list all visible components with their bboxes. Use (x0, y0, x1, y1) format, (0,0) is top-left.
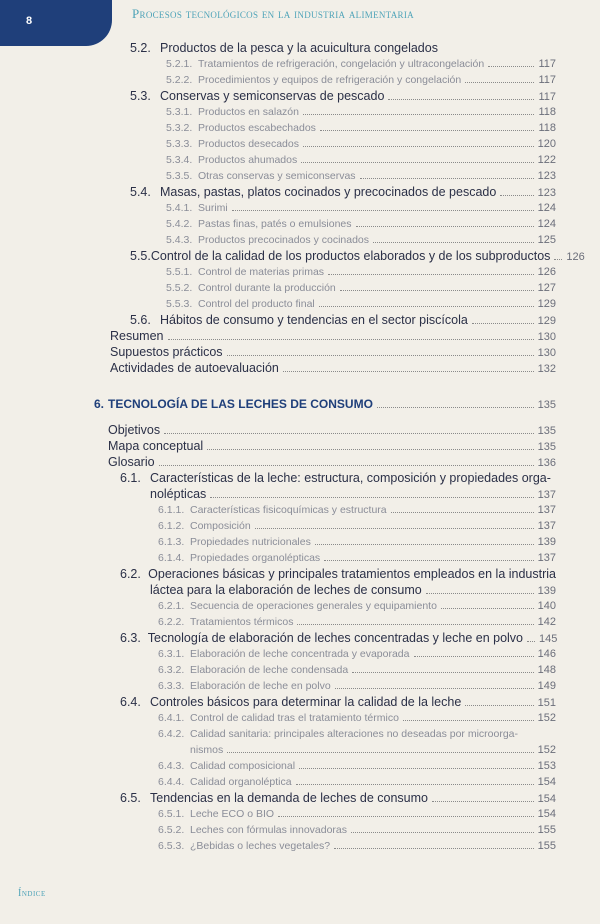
toc-page-number: 146 (537, 648, 556, 660)
toc-page-number: 152 (537, 712, 556, 724)
toc-entry[interactable] (120, 470, 556, 486)
toc-entry-number: 6.4. (120, 695, 141, 709)
toc-entry-number: 5.2.1. (166, 58, 193, 70)
toc-entry-number: 6.5.2. (158, 824, 185, 836)
toc-page-number: 149 (537, 680, 556, 692)
toc-entry[interactable] (166, 120, 556, 136)
toc-leader-dots (168, 339, 534, 340)
toc-page-number: 132 (537, 363, 556, 375)
toc-entry[interactable] (166, 152, 556, 168)
toc-entry-number: 6.2. (120, 567, 141, 581)
toc-entry-number: 5.6. (130, 313, 151, 327)
toc-entry[interactable] (158, 534, 556, 550)
toc-entry[interactable] (110, 328, 556, 344)
toc-entry-title: Productos precocinados y cocinados (198, 234, 370, 246)
toc-entry-number: 6.3.1. (158, 648, 185, 660)
toc-entry-title: Tendencias en la demanda de leches de consumo (150, 791, 428, 805)
toc-entry-title: Tratamientos térmicos (190, 616, 294, 628)
toc-page-number: 148 (537, 664, 556, 676)
toc-entry[interactable] (158, 822, 556, 838)
toc-leader-dots (488, 66, 534, 67)
toc-entry-title: Resumen (110, 329, 164, 343)
toc-leader-dots (159, 465, 534, 466)
toc-entry[interactable] (166, 216, 556, 232)
toc-leader-dots (432, 801, 534, 802)
toc-entry-title: Glosario (108, 455, 155, 469)
toc-page-number: 123 (537, 170, 556, 182)
toc-entry[interactable] (108, 454, 556, 470)
toc-entry-title-continued: nismos (190, 744, 224, 756)
toc-entry-number: 6.4.3. (158, 760, 185, 772)
toc-entry-title: Supuestos prácticos (110, 345, 223, 359)
toc-entry[interactable] (158, 614, 556, 630)
toc-entry[interactable] (158, 726, 556, 742)
toc-entry-title: Productos ahumados (198, 154, 298, 166)
toc-page-number: 137 (537, 489, 556, 501)
toc-entry-number: 5.3.2. (166, 122, 193, 134)
footer-index-label: Índice (18, 888, 46, 899)
toc-leader-dots (232, 210, 534, 211)
toc-entry[interactable] (130, 88, 556, 104)
toc-page-number: 140 (537, 600, 556, 612)
toc-entry-title: Masas, pastas, platos cocinados y precocinados de pescado (160, 185, 497, 199)
toc-entry[interactable] (166, 264, 556, 280)
toc-page-number: 120 (537, 138, 556, 150)
chapter-number: 6. (94, 397, 105, 411)
toc-entry[interactable] (120, 694, 556, 710)
toc-page-number: 125 (537, 234, 556, 246)
toc-entry-number: 6.1.3. (158, 536, 185, 548)
toc-leader-dots (500, 195, 533, 196)
toc-leader-dots (255, 528, 534, 529)
toc-entry[interactable] (166, 56, 556, 72)
toc-leader-dots (403, 720, 534, 721)
toc-leader-dots (391, 512, 534, 513)
toc-page-number: 117 (538, 91, 556, 103)
toc-page-number: 126 (537, 266, 556, 278)
toc-leader-dots (388, 99, 534, 100)
toc-entry-number: 5.5.1. (166, 266, 193, 278)
toc-entry[interactable] (166, 232, 556, 248)
toc-page-number: 139 (537, 536, 556, 548)
toc-entry-number: 5.4.1. (166, 202, 193, 214)
page-number: 8 (26, 15, 33, 27)
toc-entry-title: Controles básicos para determinar la calidad de la leche (150, 695, 462, 709)
toc-leader-dots (441, 608, 534, 609)
toc-entry[interactable] (158, 678, 556, 694)
toc-leader-dots (296, 784, 534, 785)
toc-entry-title: Actividades de autoevaluación (110, 361, 279, 375)
toc-entry[interactable] (158, 710, 556, 726)
toc-entry-title: Características de la leche: estructura, composición y propiedades orga- (150, 471, 551, 485)
toc-page-number: 118 (538, 106, 556, 118)
toc-entry-title: Tecnología de elaboración de leches concentradas y leche en polvo (147, 631, 524, 645)
toc-entry-title: Leches con fórmulas innovadoras (190, 824, 348, 836)
toc-page-number: 127 (537, 282, 556, 294)
toc-entry-number: 6.1.2. (158, 520, 185, 532)
toc-entry-title: Operaciones básicas y principales tratamientos empleados en la industria (148, 567, 556, 581)
toc-leader-dots (426, 593, 534, 594)
toc-entry-title: Elaboración de leche concentrada y evaporada (190, 648, 410, 660)
toc-page-number: 130 (537, 331, 556, 343)
toc-page-number: 154 (537, 793, 556, 805)
toc-leader-dots (315, 544, 534, 545)
toc-page-number: 154 (537, 776, 556, 788)
toc-entry[interactable] (110, 344, 556, 360)
toc-entry-title: ¿Bebidas o leches vegetales? (190, 840, 331, 852)
toc-leader-dots (301, 162, 533, 163)
toc-entry-title: Pastas finas, patés o emulsiones (198, 218, 352, 230)
toc-leader-dots (351, 832, 534, 833)
toc-entry-title-continued: nolépticas (150, 487, 207, 501)
toc-entry-title: Control de materias primas (198, 266, 325, 278)
toc-entry-continuation[interactable] (150, 582, 556, 598)
toc-entry-title: Calidad composicional (190, 760, 296, 772)
toc-page-number: 126 (566, 251, 585, 263)
toc-entry[interactable] (158, 806, 556, 822)
toc-entry-number: 5.3.5. (166, 170, 193, 182)
toc-entry-title: Objetivos (108, 423, 161, 437)
toc-entry[interactable] (166, 136, 556, 152)
toc-entry[interactable] (120, 566, 556, 582)
toc-leader-dots (207, 449, 533, 450)
toc-page-number: 129 (537, 315, 556, 327)
toc-page-number: 139 (537, 585, 556, 597)
toc-leader-dots (356, 226, 534, 227)
toc-page-number: 124 (537, 218, 556, 230)
toc-entry[interactable] (166, 200, 556, 216)
toc-page-number: 142 (537, 616, 556, 628)
toc-entry-title: Leche ECO o BIO (190, 808, 275, 820)
toc-entry-number: 5.5.3. (166, 298, 193, 310)
toc-entry[interactable] (158, 774, 556, 790)
toc-entry-continuation[interactable] (150, 486, 556, 502)
toc-leader-dots (303, 114, 534, 115)
toc-page-number: 135 (537, 399, 556, 411)
toc-page-number: 136 (537, 457, 556, 469)
toc-page-number: 117 (538, 74, 556, 86)
toc-page-number: 151 (537, 697, 556, 709)
toc-entry-title: Control durante la producción (198, 282, 336, 294)
toc-entry-title-continued: láctea para la elaboración de leches de consumo (150, 583, 422, 597)
toc-page-number: 135 (537, 441, 556, 453)
toc-entry-title: Surimi (198, 202, 228, 214)
toc-leader-dots (352, 672, 533, 673)
toc-leader-dots (320, 130, 535, 131)
toc-page-number: 130 (537, 347, 556, 359)
toc-entry-number: 6.4.2. (158, 728, 185, 740)
toc-entry-number: 5.3. (130, 89, 151, 103)
toc-entry[interactable] (110, 360, 556, 376)
toc-entry-number: 5.5.2. (166, 282, 193, 294)
toc-entry-title: Productos desecados (198, 138, 299, 150)
toc-leader-dots (335, 688, 534, 689)
toc-entry[interactable] (158, 838, 556, 854)
toc-entry-number: 6.5. (120, 791, 141, 805)
toc-leader-dots (297, 624, 533, 625)
toc-leader-dots (319, 306, 534, 307)
toc-page-number: 123 (537, 187, 556, 199)
toc-entry[interactable] (166, 72, 556, 88)
toc-entry[interactable] (158, 502, 556, 518)
toc-entry-title: Productos de la pesca y la acuicultura congelados (160, 41, 438, 55)
toc-leader-dots (278, 816, 534, 817)
toc-entry[interactable] (130, 40, 556, 56)
toc-leader-dots (360, 178, 534, 179)
toc-page-number: 117 (538, 58, 556, 70)
toc-entry-number: 6.4.4. (158, 776, 185, 788)
toc-entry[interactable] (158, 662, 556, 678)
toc-entry-title: Tratamientos de refrigeración, congelación y ultracongelación (198, 58, 485, 70)
toc-entry[interactable] (120, 790, 556, 806)
toc-entry[interactable] (166, 104, 556, 120)
running-title: Procesos tecnológicos en la industria alimentaria (132, 6, 414, 21)
toc-leader-dots (303, 146, 534, 147)
toc-entry[interactable] (166, 280, 556, 296)
toc-page-number: 137 (537, 552, 556, 564)
toc-leader-dots (465, 82, 534, 83)
toc-leader-dots (299, 768, 534, 769)
toc-entry-number: 5.4.2. (166, 218, 193, 230)
toc-entry[interactable] (130, 184, 556, 200)
toc-entry-title: Elaboración de leche en polvo (190, 680, 331, 692)
toc-leader-dots (328, 274, 534, 275)
toc-entry-title: Control de calidad tras el tratamiento térmico (190, 712, 399, 724)
toc-entry-title: Hábitos de consumo y tendencias en el sector piscícola (160, 313, 468, 327)
toc-entry[interactable] (158, 598, 556, 614)
toc-entry-number: 6.3.3. (158, 680, 185, 692)
toc-entry-number: 6.1. (120, 471, 141, 485)
toc-entry-number: 5.2.2. (166, 74, 193, 86)
chapter-title: TECNOLOGÍA DE LAS LECHES DE CONSUMO (108, 397, 373, 411)
toc-entry-number: 5.3.3. (166, 138, 193, 150)
toc-entry-title: Composición (190, 520, 251, 532)
toc-entry-title: Mapa conceptual (108, 439, 204, 453)
toc-entry-number: 6.4.1. (158, 712, 185, 724)
toc-entry[interactable] (166, 168, 556, 184)
toc-entry[interactable] (108, 438, 556, 454)
toc-leader-dots (377, 407, 534, 408)
toc-page-number: 137 (537, 520, 556, 532)
toc-page-number: 135 (537, 425, 556, 437)
toc-entry[interactable] (108, 422, 556, 438)
toc-entry-title: Otras conservas y semiconservas (198, 170, 356, 182)
toc-entry-number: 5.3.1. (166, 106, 193, 118)
toc-entry-number: 5.5. (130, 249, 151, 263)
toc-page-number: 129 (537, 298, 556, 310)
toc-leader-dots (210, 497, 533, 498)
toc-leader-dots (554, 259, 562, 260)
toc-leader-dots (527, 641, 535, 642)
toc-entry-number: 6.5.1. (158, 808, 185, 820)
toc-leader-dots (472, 323, 534, 324)
toc-entry[interactable] (166, 296, 556, 312)
toc-entry-number: 6.1.1. (158, 504, 185, 516)
toc-page-number: 155 (537, 840, 556, 852)
toc-entry-title: Calidad organoléptica (190, 776, 292, 788)
toc-entry-title: Control del producto final (198, 298, 315, 310)
toc-entry-number: 5.2. (130, 41, 151, 55)
chapter-heading[interactable] (94, 396, 556, 412)
toc-leader-dots (340, 290, 534, 291)
toc-entry-title: Productos escabechados (198, 122, 316, 134)
toc-entry-title: Elaboración de leche condensada (190, 664, 349, 676)
toc-leader-dots (227, 355, 534, 356)
toc-page-number: 154 (537, 808, 556, 820)
toc-entry-number: 6.3. (120, 631, 141, 645)
toc-entry[interactable] (158, 518, 556, 534)
toc-entry-title: Productos en salazón (198, 106, 299, 118)
toc-entry-title: Control de la calidad de los productos elaborados y de los subproductos (150, 249, 551, 263)
toc-entry-title: Secuencia de operaciones generales y equipamiento (190, 600, 437, 612)
toc-entry-number: 6.5.3. (158, 840, 185, 852)
toc-entry-number: 6.2.1. (158, 600, 185, 612)
toc-page-number: 152 (537, 744, 556, 756)
toc-entry-number: 5.4.3. (166, 234, 193, 246)
toc-entry-title: Conservas y semiconservas de pescado (160, 89, 385, 103)
toc-leader-dots (164, 433, 534, 434)
toc-entry-number: 6.1.4. (158, 552, 185, 564)
toc-entry-title: Características fisicoquímicas y estructura (190, 504, 387, 516)
toc-page-number: 145 (539, 633, 558, 645)
toc-page-number: 155 (537, 824, 556, 836)
toc-entry[interactable] (158, 646, 556, 662)
toc-page-number: 137 (537, 504, 556, 516)
toc-entry[interactable] (130, 248, 585, 264)
toc-entry[interactable] (158, 550, 556, 566)
toc-entry[interactable] (158, 758, 556, 774)
toc-entry-title: Procedimientos y equipos de refrigeración y congelación (198, 74, 462, 86)
toc-leader-dots (334, 848, 534, 849)
toc-page-number: 124 (537, 202, 556, 214)
toc-entry-title: Calidad sanitaria: principales alteraciones no deseadas por microorga- (190, 728, 519, 740)
toc-page-number: 118 (538, 122, 556, 134)
toc-entry-number: 6.3.2. (158, 664, 185, 676)
toc-leader-dots (324, 560, 533, 561)
toc-page-number: 122 (537, 154, 556, 166)
toc-entry-number: 5.4. (130, 185, 151, 199)
toc-entry-number: 5.3.4. (166, 154, 193, 166)
toc-entry-title: Propiedades nutricionales (190, 536, 311, 548)
toc-page-number: 153 (537, 760, 556, 772)
toc-leader-dots (414, 656, 534, 657)
toc-leader-dots (465, 705, 533, 706)
toc-entry-continuation[interactable] (190, 742, 556, 758)
toc-entry-number: 6.2.2. (158, 616, 185, 628)
toc-leader-dots (283, 371, 534, 372)
toc-entry[interactable] (120, 630, 556, 646)
toc-entry-title: Propiedades organolépticas (190, 552, 321, 564)
toc-leader-dots (373, 242, 534, 243)
toc-entry[interactable] (130, 312, 556, 328)
toc-leader-dots (227, 752, 533, 753)
